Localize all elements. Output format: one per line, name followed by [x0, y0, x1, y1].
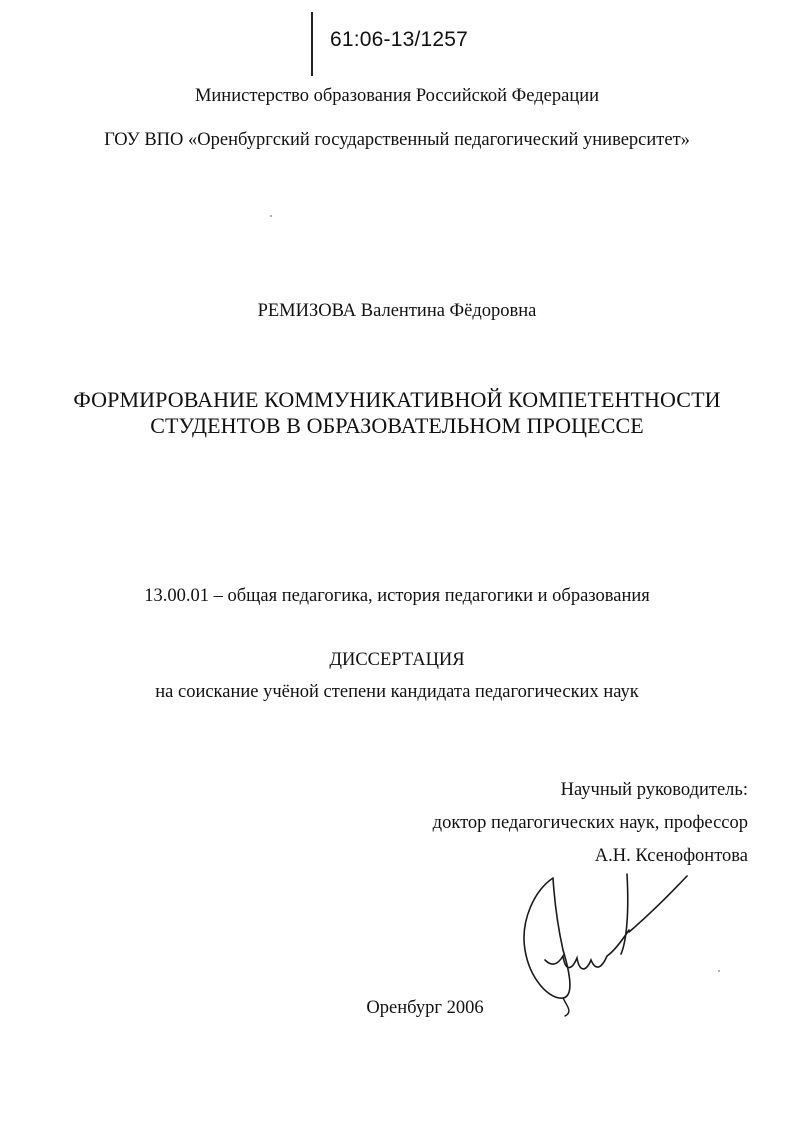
supervisor-name: А.Н. Ксенофонтова [594, 846, 748, 866]
doc-type-heading: ДИССЕРТАЦИЯ [329, 650, 465, 670]
ministry-line: Министерство образования Российской Федерации [194, 86, 600, 106]
degree-line: на соискание учёной степени кандидата педагогических наук [155, 682, 639, 702]
scan-speck [718, 970, 720, 972]
author-name: РЕМИЗОВА Валентина Фёдоровна [257, 301, 537, 321]
archive-code: 61:06-13/1257 [330, 28, 469, 51]
archive-stamp-line [311, 12, 313, 76]
title-line-2: СТУДЕНТОВ В ОБРАЗОВАТЕЛЬНОМ ПРОЦЕССЕ [150, 413, 644, 438]
supervisor-rank: доктор педагогических наук, профессор [432, 813, 748, 833]
specialty-line: 13.00.01 – общая педагогика, история педагогики и образования [144, 586, 650, 606]
dissertation-title [0, 387, 794, 439]
scan-speck [270, 215, 272, 217]
university-line: ГОУ ВПО «Оренбургский государственный педагогический университет» [104, 130, 690, 150]
supervisor-label: Научный руководитель: [560, 780, 748, 800]
city-year: Оренбург 2006 [366, 998, 484, 1018]
title-line-1: ФОРМИРОВАНИЕ КОММУНИКАТИВНОЙ КОМПЕТЕНТНОСТИ [73, 387, 721, 412]
